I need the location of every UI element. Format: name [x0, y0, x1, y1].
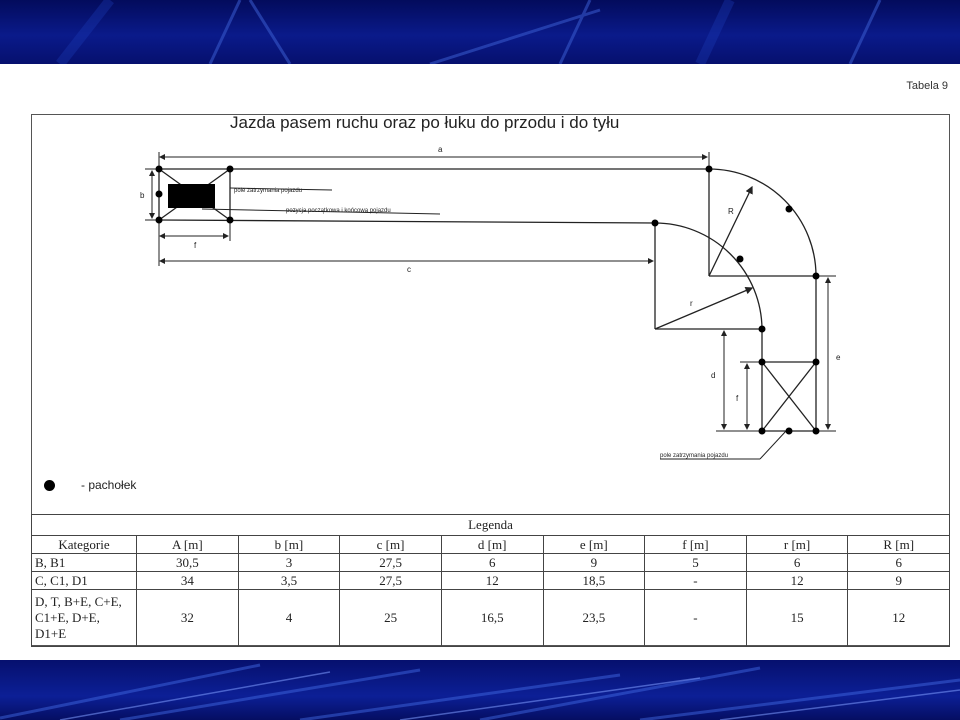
table-cell: B, B1: [32, 554, 137, 572]
header-cell: e [m]: [543, 536, 645, 554]
table-number-label: Tabela 9: [906, 80, 948, 92]
header-cell: R [m]: [848, 536, 950, 554]
table-cell: 16,5: [441, 590, 543, 647]
header-cell: c [m]: [340, 536, 442, 554]
table-cell: 9: [543, 554, 645, 572]
header-cell: Kategorie: [32, 536, 137, 554]
table-cell: 18,5: [543, 572, 645, 590]
table-cell: 23,5: [543, 590, 645, 647]
table-cell: C, C1, D1: [32, 572, 137, 590]
table-cell: 5: [645, 554, 747, 572]
legend-cone-text: - pachołek: [81, 478, 137, 492]
table-cell: -: [645, 572, 747, 590]
table-cell: 12: [746, 572, 848, 590]
table-cell: 15: [746, 590, 848, 647]
page-title: Jazda pasem ruchu oraz po łuku do przodu i do tyłu: [230, 113, 620, 132]
label-e: e: [836, 353, 841, 362]
header-cell: r [m]: [746, 536, 848, 554]
top-band-streaks: [0, 0, 960, 64]
table-cell: 27,5: [340, 554, 442, 572]
label-stop-field-bottom: pole zatrzymania pojazdu: [660, 453, 729, 459]
table-cell: 12: [848, 590, 950, 647]
table-row: [32, 572, 950, 590]
table-cell: 30,5: [137, 554, 239, 572]
label-r: r: [690, 299, 693, 308]
table-cell: 32: [137, 590, 239, 647]
vehicle-icon: [168, 184, 215, 208]
cone-icon: [44, 480, 55, 491]
bottom-decorative-band: [0, 660, 960, 720]
table-cell: 27,5: [340, 572, 442, 590]
table-cell: 3: [238, 554, 340, 572]
label-a: a: [438, 145, 443, 154]
table-cell: 3,5: [238, 572, 340, 590]
header-cell: b [m]: [238, 536, 340, 554]
table-cell: 6: [746, 554, 848, 572]
cone-markers: [156, 166, 820, 435]
legend-table: [31, 514, 950, 647]
bottom-band-streaks: [0, 660, 960, 720]
top-decorative-band: [0, 0, 960, 64]
table-caption: Legenda: [32, 515, 950, 536]
table-row: [32, 554, 950, 572]
table-cell: 6: [441, 554, 543, 572]
table-cell: 34: [137, 572, 239, 590]
legend-cone: [44, 478, 136, 492]
table-row: [32, 590, 950, 647]
table-cell: 6: [848, 554, 950, 572]
table-header-row: [32, 536, 950, 554]
label-c: c: [407, 265, 411, 274]
label-d: d: [711, 371, 716, 380]
label-start-end-position: pozycja początkowa i końcowa pojazdu: [286, 208, 391, 214]
label-stop-field-top: pole zatrzymania pojazdu: [234, 188, 303, 194]
table-cell: 4: [238, 590, 340, 647]
header-cell: A [m]: [137, 536, 239, 554]
header-cell: d [m]: [441, 536, 543, 554]
table-cell: 9: [848, 572, 950, 590]
table-cell: 12: [441, 572, 543, 590]
table-cell: -: [645, 590, 747, 647]
label-f-right: f: [736, 394, 739, 403]
table-cell: D, T, B+E, C+E, C1+E, D+E, D1+E: [32, 590, 137, 647]
label-b: b: [140, 191, 145, 200]
table-cell: 25: [340, 590, 442, 647]
label-R: R: [728, 207, 734, 216]
header-cell: f [m]: [645, 536, 747, 554]
label-f-left: f: [194, 241, 197, 250]
document-sheet: [0, 64, 960, 660]
lane-outer-arc: [709, 169, 816, 276]
